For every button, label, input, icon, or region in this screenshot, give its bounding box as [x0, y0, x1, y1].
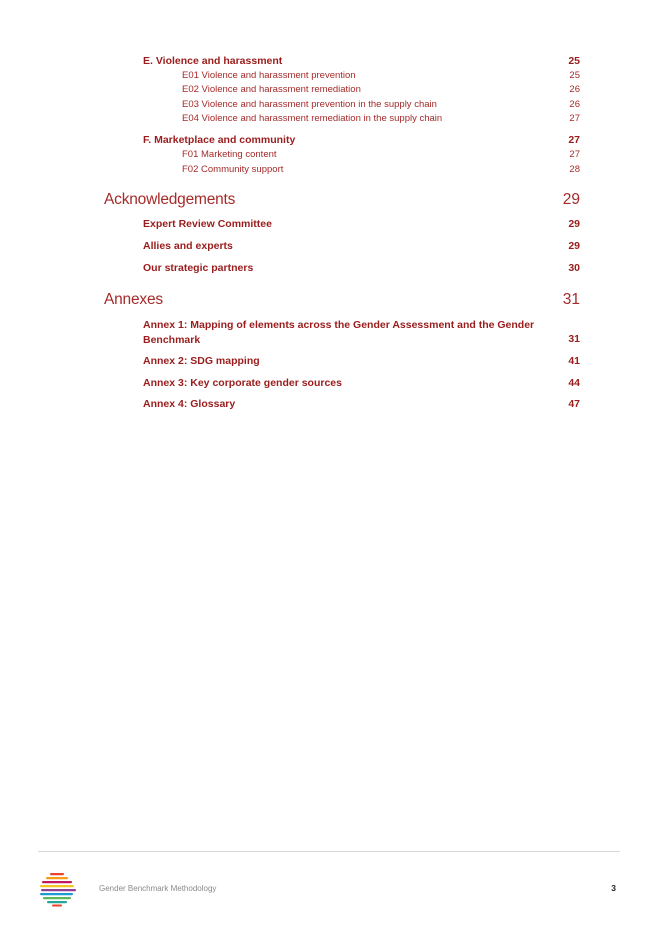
toc-entry-page: 41 — [568, 355, 580, 367]
toc-entry-page: 27 — [569, 113, 580, 124]
toc-entry-label: E02 Violence and harassment remediation — [182, 84, 361, 95]
toc-entry-page: 29 — [568, 218, 580, 230]
toc-entry-label: Annex 4: Glossary — [143, 398, 236, 410]
toc-entry-label: E01 Violence and harassment prevention — [182, 70, 356, 81]
toc-chapter-page: 31 — [562, 291, 580, 308]
toc-entry-label: Our strategic partners — [143, 262, 254, 274]
toc-entry-label: E04 Violence and harassment remediation in the supply chain — [182, 113, 443, 124]
footer-divider — [38, 851, 620, 852]
toc-entry-page: 29 — [568, 240, 580, 252]
toc-entry-label: Allies and experts — [143, 240, 233, 252]
toc-entry-page: 44 — [568, 377, 580, 389]
toc-chapter-label: Annexes — [104, 291, 163, 308]
page-number: 3 — [611, 883, 616, 893]
toc-entry-page: 31 — [568, 333, 580, 345]
toc-chapter-page: 29 — [562, 191, 580, 208]
toc-entry-label: E03 Violence and harassment prevention in the supply chain — [182, 99, 437, 110]
toc-entry-label: Annex 1: Mapping of elements across the Gender Assessment and the Gender Benchmark — [143, 319, 535, 346]
toc-entry-label: Annex 3: Key corporate gender sources — [143, 377, 342, 389]
toc-entry-label: F. Marketplace and community — [143, 134, 296, 146]
gender-benchmark-logo-icon — [40, 871, 76, 907]
toc-entry-label: F01 Marketing content — [182, 149, 277, 160]
toc-entry-label: Expert Review Committee — [143, 218, 272, 230]
toc-entry-page: 26 — [569, 99, 580, 110]
toc-entry-page: 25 — [569, 70, 580, 81]
toc-entry-page: 47 — [568, 398, 580, 410]
toc-entry-page: 26 — [569, 84, 580, 95]
toc-entry-page: 27 — [568, 134, 580, 146]
toc-entry-page: 30 — [568, 262, 580, 274]
toc-entry-page: 28 — [569, 164, 580, 175]
toc-entry-label: F02 Community support — [182, 164, 284, 175]
toc-chapter-label: Acknowledgements — [104, 191, 236, 208]
toc-entry-page: 25 — [568, 55, 580, 67]
footer-document-title: Gender Benchmark Methodology — [99, 884, 217, 893]
toc-entry-label: Annex 2: SDG mapping — [143, 355, 260, 367]
toc-entry-page: 27 — [569, 149, 580, 160]
toc-entry-label: E. Violence and harassment — [143, 55, 283, 67]
